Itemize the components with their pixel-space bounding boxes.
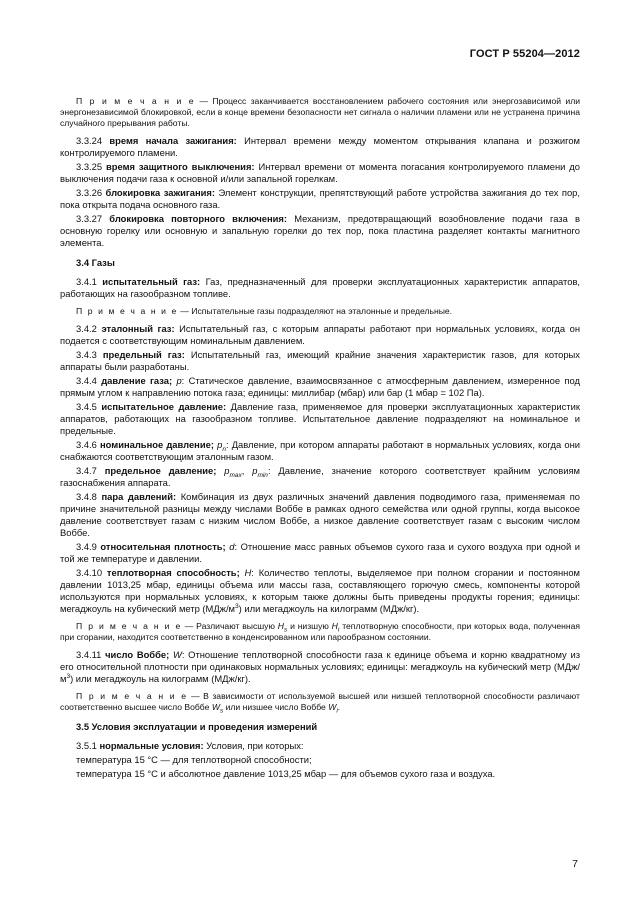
clause-text: : Статическое давление, взаимосвязанное с атмосферным давлением, измеренное под прямым углом к направлению потока газа; единицы: миллибар (мбар) или бар (1 мбар = 102 Па). (60, 375, 580, 398)
clause-3-4-1 (60, 276, 580, 300)
clause-number: 3.5.1 (76, 740, 97, 751)
page-number: 7 (572, 858, 578, 870)
clause-3-4-11 (60, 649, 580, 685)
clause-number: 3.4.8 (76, 491, 97, 502)
clause-3-4-8 (60, 491, 580, 539)
condition-line: температура 15 °С — для теплотворной способности; (76, 754, 312, 765)
clause-separator: , (241, 465, 253, 476)
clause-3-5-1 (60, 740, 580, 752)
clause-term: испытательное давление: (101, 401, 227, 412)
clause-term: время защитного выключения: (105, 161, 255, 172)
clause-term: номинальное давление; (100, 439, 214, 450)
note-label: П р и м е ч а н и е (76, 96, 196, 106)
clause-superscript: 3 (66, 672, 71, 680)
standard-header: ГОСТ Р 55204—2012 (469, 48, 580, 60)
note-dash: — (177, 306, 192, 316)
clause-3-4-9 (60, 541, 580, 565)
clause-term: эталонный газ: (101, 323, 175, 334)
note-label: П р и м е ч а н и е (76, 306, 178, 316)
note-paragraph (60, 621, 580, 643)
note-text: и низшую (290, 621, 329, 631)
clause-term: предельный газ: (102, 349, 185, 360)
clause-text: : Давление, значение которого соответствует крайним условиям газоснабжения аппарата. (60, 465, 581, 488)
note-symbol: H (277, 621, 284, 631)
clause-text: Испытательный газ, с которым аппараты работают при нормальных условиях, когда он подается с соответствующим номинальным давлением. (60, 323, 581, 346)
note-subscript: s (219, 707, 224, 715)
clause-number: 3.4.2 (76, 323, 97, 334)
clause-3-4-6 (60, 439, 580, 463)
clause-subscript: min (257, 471, 268, 479)
clause-term: относительная плотность; (100, 541, 226, 552)
clause-term: теплотворная способность; (106, 567, 240, 578)
clause-number: 3.4.11 (76, 649, 102, 660)
note-paragraph (60, 306, 580, 317)
note-text: . (337, 702, 341, 712)
clause-text: Давление газа, применяемое для проверки эксплуатационных характеристик аппаратов, работающих на газообразном топливе. Испытательное давление подразделяют на номинальное и предельные. (60, 401, 580, 436)
clause-number: 3.4.4 (76, 375, 97, 386)
clause-symbol: H (244, 567, 252, 578)
note-text: В зависимости от используемой высшей или низшей теплотворной способности различают соответственно высшее число Воббе (60, 691, 580, 712)
note-text: Процесс заканчивается восстановлением рабочего состояния или энергозависимой или энергонезависимой блокировкой, если в конце времени безопасности нет сигнала о наличии пламени или не устранена причина случайного прерывания работы. (60, 96, 581, 128)
condition-line: температура 15 °С и абсолютное давление 1013,25 мбар — для объемов сухого газа и воздуха. (76, 768, 496, 779)
clause-text: Комбинация из двух различных значений давления подводимого газа, применяемая по причине значительной разницы между числами Воббе в рамках одного семейства или одной группы, когда высокое давление соответствует газам с низким числом Воббе, а низкое давление соответствует газам с высоким числом Воббе. (60, 491, 580, 538)
clause-text: Газ, предназначенный для проверки эксплуатационных характеристик аппаратов, работающих на газообразном топливе. (60, 276, 581, 299)
clause-number: 3.4.9 (76, 541, 97, 552)
clause-symbol: p (176, 375, 182, 386)
note-text: Испытательные газы подразделяют на эталонные и предельные. (191, 306, 453, 316)
clause-term: блокировка повторного включения: (109, 213, 288, 224)
clause-term: предельное давление; (104, 465, 217, 476)
note-text: Различают высшую (196, 621, 275, 631)
note-text: или низшее число Воббе (225, 702, 326, 712)
clause-3-3-24 (60, 135, 580, 159)
clause-number: 3.4.1 (76, 276, 97, 287)
clause-text: Механизм, предотвращающий возобновление подачи газа в основную горелку или основную и запальную горелки до тех пор, пока пластина разделяет контакты магнитного элемента. (60, 213, 580, 248)
note-symbol: W (328, 702, 337, 712)
clause-number: 3.4.3 (76, 349, 97, 360)
note-subscript: i (337, 626, 340, 634)
note-dash: — (187, 691, 204, 701)
clause-term: число Воббе; (105, 649, 170, 660)
clause-text: Интервал времени от момента погасания контролируемого пламени до выключения подачи газа к основной и/или запальной горелкам. (60, 161, 580, 184)
page-content (60, 96, 580, 782)
clause-symbol: p (217, 439, 223, 450)
section-heading-3-4: 3.4 Газы (76, 257, 115, 268)
clause-text: Элемент конструкции, препятствующий работе устройства зажигания до тех пор, пока открыта подача основного газа. (60, 187, 580, 210)
note-paragraph (60, 96, 580, 129)
clause-term: нормальные условия: (99, 740, 204, 751)
note-symbol: H (331, 621, 338, 631)
clause-number: 3.3.25 (76, 161, 103, 172)
clause-text: Испытательный газ, имеющий крайние значения характеристик газов, для которых аппараты были разработаны. (60, 349, 580, 372)
clause-text: : Отношение теплотворной способности газа к единице объема и корню квадратному из его относительной плотности при одинаковых нормальных условиях; единицы: мегаджоуль на кубический метр (МДж/м (60, 649, 580, 684)
note-label: П р и м е ч а н и е (76, 691, 188, 701)
clause-3-3-25 (60, 161, 580, 185)
clause-symbol: p (252, 465, 258, 476)
note-text: теплотворную способности, при которых вода, полученная при сгорании, находится соответственно в конденсированном или парообразном состоянии. (60, 621, 581, 642)
clause-term: блокировка зажигания: (105, 187, 216, 198)
clause-3-3-27 (60, 213, 580, 249)
section-heading-3-5: 3.5 Условия эксплуатации и проведения измерений (76, 721, 318, 732)
clause-number: 3.4.5 (76, 401, 97, 412)
clause-3-4-3 (60, 349, 580, 373)
clause-number: 3.3.24 (76, 135, 103, 146)
clause-number: 3.4.7 (76, 465, 97, 476)
clause-symbol: d (229, 541, 235, 552)
note-subscript: s (283, 626, 288, 634)
clause-3-4-7 (60, 465, 580, 489)
clause-text: : Количество теплоты, выделяемое при полном сгорании и постоянном давлении 1013,25 мбар, единицы объема или массы газа, составляющего горючую смесь, компоненты которой используются при нормальных условиях, к которым также должны быть приведены продукты горения; единицы: мегаджоуль на кубический метр (МДж/м (60, 567, 580, 614)
note-dash: — (195, 96, 213, 106)
clause-text: ) или мегаджоуль на килограмм (МДж/кг). (70, 673, 251, 684)
clause-text: : Отношение масс равных объемов сухого газа и сухого воздуха при одной и той же температуре и давлении. (60, 541, 581, 564)
clause-text: Условия, при которых: (206, 740, 304, 751)
clause-text: Интервал времени между моментом открывания клапана и розжигом контролируемого пламени. (60, 135, 580, 158)
clause-number: 3.4.6 (76, 439, 97, 450)
clause-term: пара давлений: (101, 491, 177, 502)
clause-3-4-5 (60, 401, 580, 437)
clause-number: 3.3.26 (76, 187, 103, 198)
clause-symbol: W (172, 649, 182, 660)
clause-subscript: n (222, 445, 226, 453)
clause-3-4-10 (60, 567, 580, 615)
clause-term: время начала зажигания: (109, 135, 237, 146)
clause-3-4-2 (60, 323, 580, 347)
clause-number: 3.4.10 (76, 567, 103, 578)
note-paragraph (60, 691, 580, 713)
clause-number: 3.3.27 (76, 213, 103, 224)
clause-term: испытательный газ: (102, 276, 201, 287)
clause-term: давление газа; (101, 375, 173, 386)
clause-3-3-26 (60, 187, 580, 211)
note-symbol: W (211, 702, 220, 712)
note-dash: — (181, 621, 197, 631)
clause-symbol: p (224, 465, 230, 476)
clause-superscript: 3 (235, 602, 239, 610)
clause-subscript: max (229, 471, 242, 479)
clause-text: : Давление, при котором аппараты работают в нормальных условиях, когда они снабжаются соответствующим эталонным газом. (60, 439, 580, 462)
note-label: П р и м е ч а н и е (76, 621, 182, 631)
clause-3-4-4 (60, 375, 580, 399)
note-subscript: i (336, 707, 338, 715)
clause-text: ) или мегаджоуль на килограмм (МДж/кг). (238, 603, 420, 614)
